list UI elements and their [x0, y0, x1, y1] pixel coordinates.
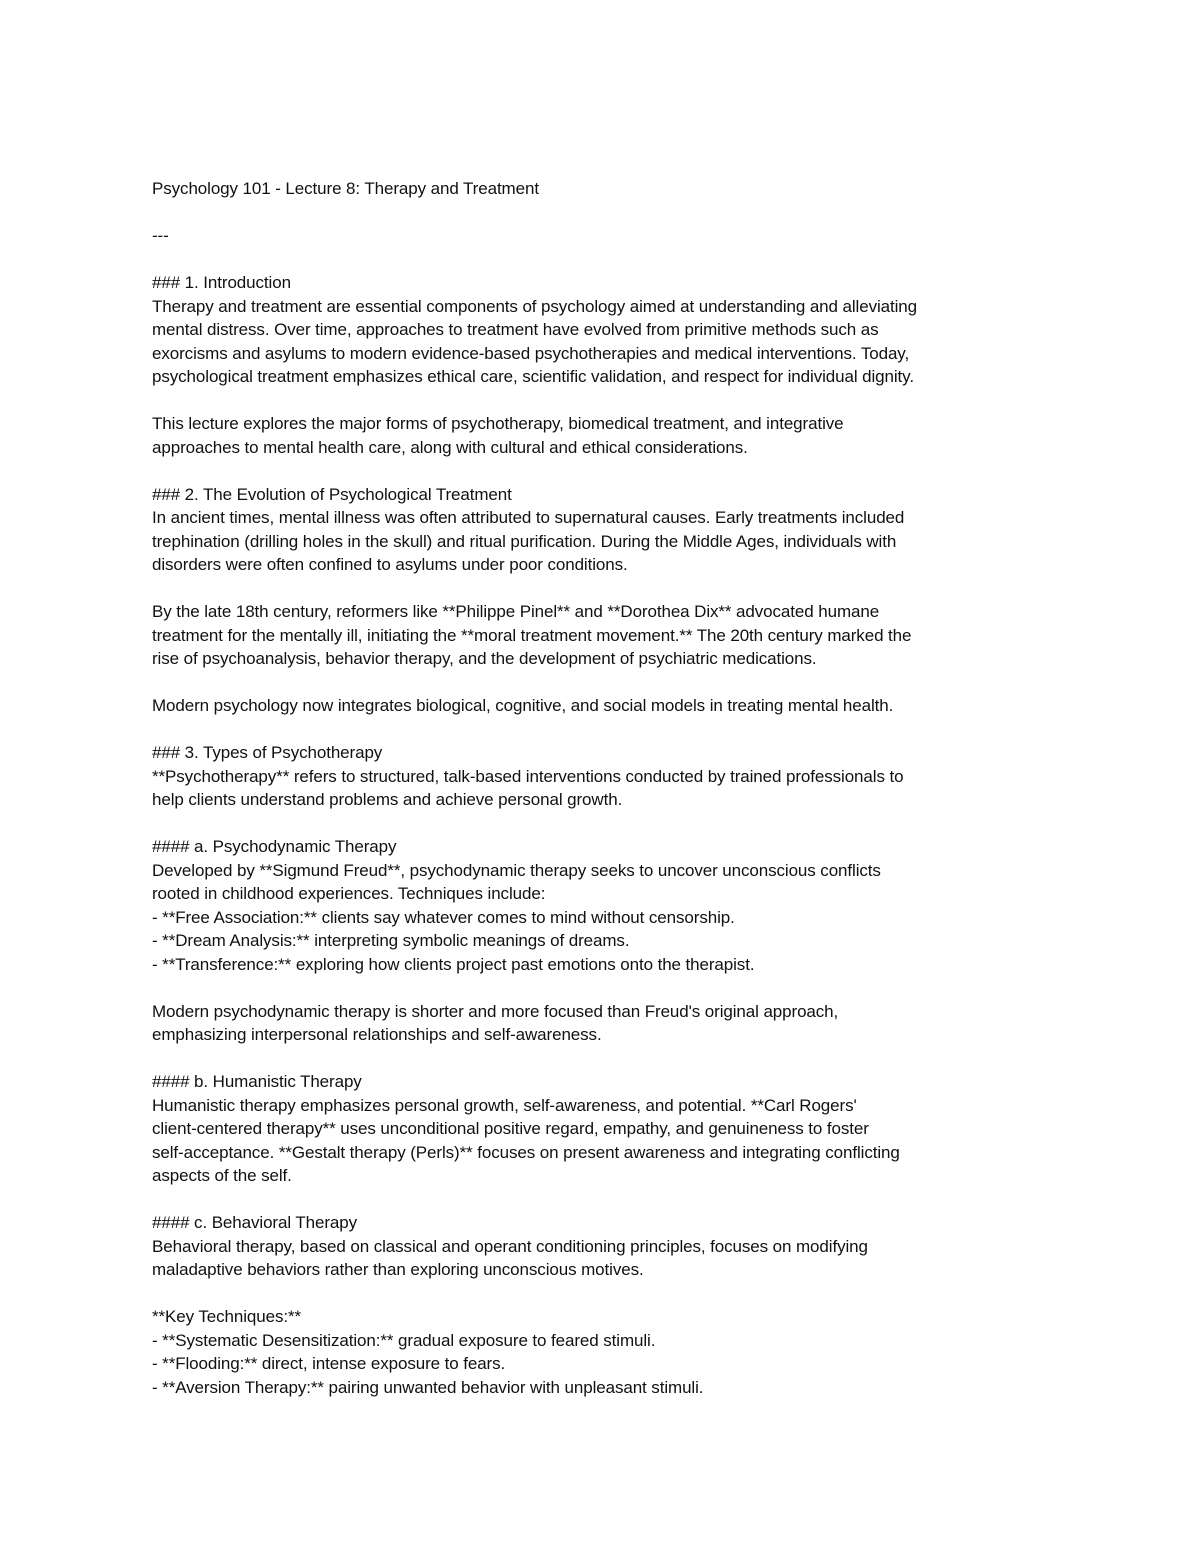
text-line: Modern psychodynamic therapy is shorter and more focused than Freud's original approach, — [152, 1001, 839, 1021]
list-item: - **Dream Analysis:** interpreting symbolic meanings of dreams. — [152, 931, 630, 950]
separator: --- — [152, 226, 169, 245]
text-line: **Psychotherapy** refers to structured, talk-based interventions conducted by trained professionals to — [152, 766, 904, 786]
section-behavioral — [152, 1211, 1072, 1399]
paragraph — [152, 506, 1072, 577]
text-line: mental distress. Over time, approaches to treatment have evolved from primitive methods such as — [152, 320, 879, 339]
section-heading: ### 3. Types of Psychotherapy — [152, 743, 383, 762]
document-body — [152, 271, 1072, 1399]
document-page — [152, 177, 1072, 1399]
list-item: - **Free Association:** clients say whatever comes to mind without censorship. — [152, 907, 735, 927]
text-line: approaches to mental health care, along with cultural and ethical considerations. — [152, 437, 748, 457]
paragraph — [152, 1305, 1072, 1399]
text-line: disorders were often confined to asylums under poor conditions. — [152, 555, 628, 574]
text-line: emphasizing interpersonal relationships and self-awareness. — [152, 1025, 602, 1044]
text-line: Behavioral therapy, based on classical and operant conditioning principles, focuses on modifying — [152, 1236, 868, 1256]
spacer — [152, 1047, 1072, 1071]
spacer — [152, 248, 1072, 272]
text-line: This lecture explores the major forms of psychotherapy, biomedical treatment, and integrative — [152, 414, 844, 433]
text-line: psychological treatment emphasizes ethical care, scientific validation, and respect for individual dignity. — [152, 367, 914, 386]
spacer — [152, 201, 1072, 225]
paragraph — [152, 1094, 1072, 1188]
text-line: maladaptive behaviors rather than exploring unconscious motives. — [152, 1260, 644, 1279]
paragraph — [152, 1235, 1072, 1282]
text-line: Developed by **Sigmund Freud**, psychodynamic therapy seeks to uncover unconscious conflicts — [152, 860, 881, 880]
spacer — [152, 1188, 1072, 1212]
section-heading: ### 2. The Evolution of Psychological Treatment — [152, 484, 512, 504]
section-heading: ### 1. Introduction — [152, 273, 291, 292]
text-line: treatment for the mentally ill, initiating the **moral treatment movement.** The 20th century marked the — [152, 625, 912, 645]
spacer — [152, 812, 1072, 836]
text-line: exorcisms and asylums to modern evidence-based psychotherapies and medical interventions. Today, — [152, 343, 910, 363]
section-heading: #### a. Psychodynamic Therapy — [152, 837, 397, 856]
list-item: - **Transference:** exploring how clients project past emotions onto the therapist. — [152, 954, 755, 974]
text-line: aspects of the self. — [152, 1166, 292, 1185]
text-line: In ancient times, mental illness was often attributed to supernatural causes. Early treatments included — [152, 508, 905, 527]
spacer — [152, 718, 1072, 742]
text-line: rise of psychoanalysis, behavior therapy, and the development of psychiatric medications. — [152, 649, 817, 668]
list-item: - **Systematic Desensitization:** gradual exposure to feared stimuli. — [152, 1330, 656, 1350]
section-psychodynamic — [152, 835, 1072, 1047]
list-item: - **Flooding:** direct, intense exposure to fears. — [152, 1354, 506, 1373]
paragraph — [152, 859, 1072, 977]
spacer — [152, 1282, 1072, 1306]
spacer — [152, 671, 1072, 695]
text-line: Modern psychology now integrates biological, cognitive, and social models in treating mental health. — [152, 696, 894, 715]
spacer — [152, 459, 1072, 483]
text-line: rooted in childhood experiences. Techniques include: — [152, 884, 546, 903]
paragraph — [152, 1000, 1072, 1047]
text-line: **Key Techniques:** — [152, 1307, 302, 1326]
text-line: self-acceptance. **Gestalt therapy (Perls)** focuses on present awareness and integrating conflicting — [152, 1142, 900, 1162]
paragraph — [152, 765, 1072, 812]
text-line: Therapy and treatment are essential components of psychology aimed at understanding and alleviating — [152, 296, 918, 316]
section-heading: #### b. Humanistic Therapy — [152, 1072, 362, 1091]
section-intro — [152, 271, 1072, 459]
section-humanistic — [152, 1070, 1072, 1188]
paragraph — [152, 412, 1072, 459]
list-item: - **Aversion Therapy:** pairing unwanted behavior with unpleasant stimuli. — [152, 1377, 704, 1397]
spacer — [152, 577, 1072, 601]
text-line: trephination (drilling holes in the skull) and ritual purification. During the Middle Ages, individuals with — [152, 531, 897, 551]
section-types — [152, 741, 1072, 812]
paragraph — [152, 295, 1072, 389]
text-line: Humanistic therapy emphasizes personal growth, self-awareness, and potential. **Carl Rogers' — [152, 1095, 857, 1115]
text-line: By the late 18th century, reformers like **Philippe Pinel** and **Dorothea Dix** advocated humane — [152, 602, 880, 621]
spacer — [152, 389, 1072, 413]
document-title: Psychology 101 - Lecture 8: Therapy and Treatment — [152, 179, 539, 198]
section-evolution — [152, 483, 1072, 718]
text-line: help clients understand problems and achieve personal growth. — [152, 790, 623, 809]
paragraph — [152, 694, 1072, 718]
paragraph — [152, 600, 1072, 671]
text-line: client-centered therapy** uses unconditional positive regard, empathy, and genuineness to foster — [152, 1119, 869, 1138]
spacer — [152, 976, 1072, 1000]
section-heading: #### c. Behavioral Therapy — [152, 1213, 357, 1232]
